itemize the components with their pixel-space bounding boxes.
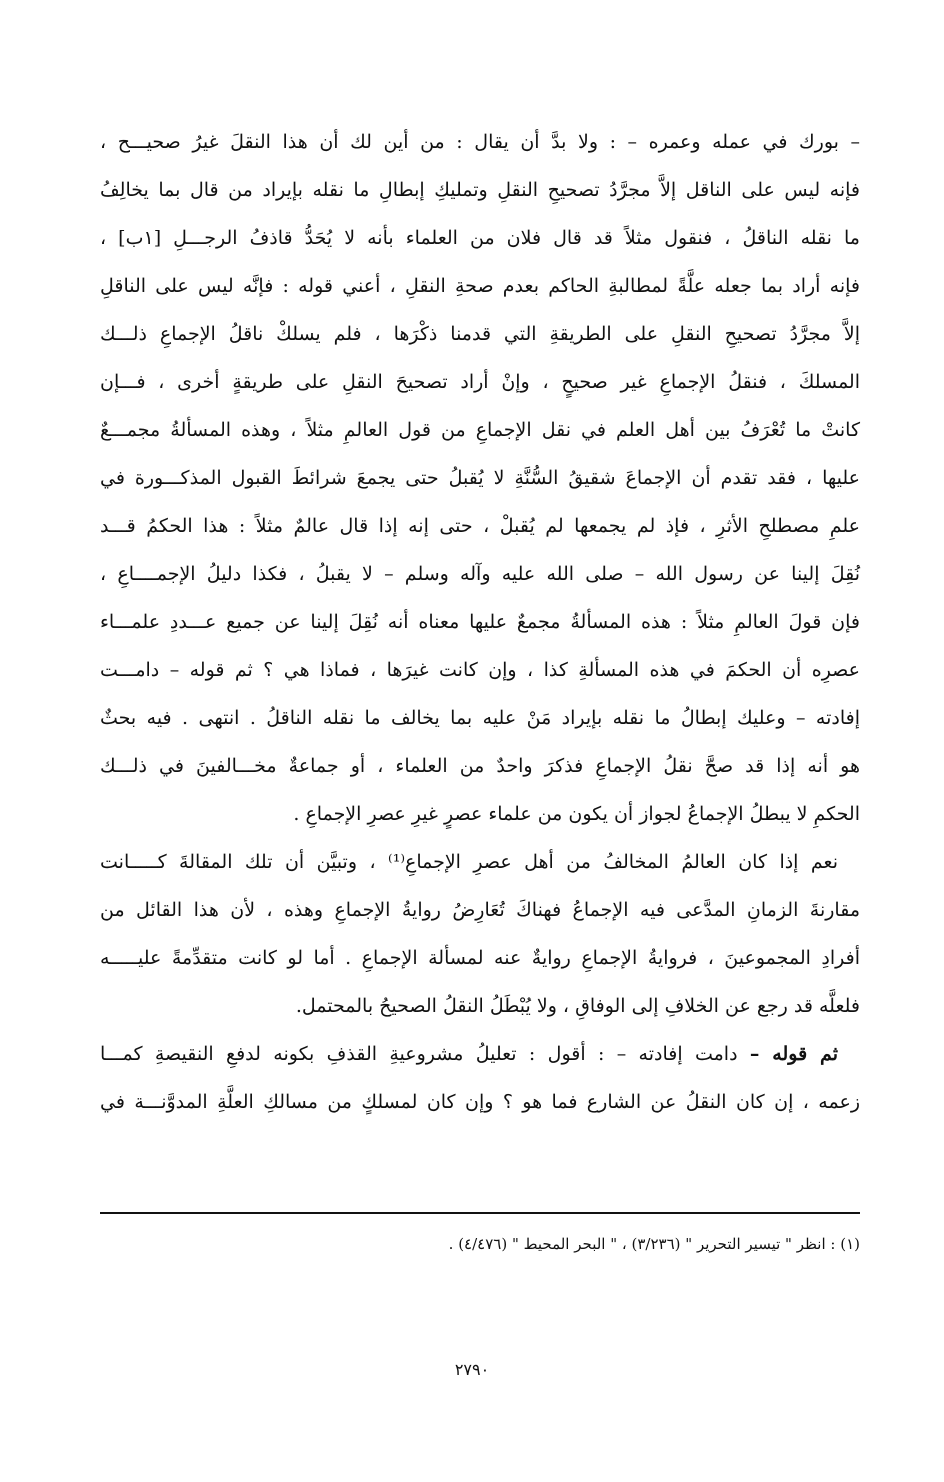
text-line: أفرادِ المجموعينَ ، فروايةُ الإجماعِ روايةٌ عنه لمسألة الإجماعِ . أما لو كانت متقدِّمةً عليـــــه — [100, 947, 860, 969]
text-line: المسلكَ ، فنقلُ الإجماعِ غير صحيحٍ ، وإنْ أراد تصحيحَ النقلِ على طريقةٍ أخرى ، فـــإن — [100, 371, 860, 393]
text-line: علمِ مصطلحِ الأثرِ ، فإذ لم يجمعها لم يُقبلْ ، حتى إنه إذا قال عالمٌ مثلاً : هذا الحكمُ قـــد — [100, 515, 860, 537]
text-line: هو أنه إذا قد صحَّ نقلُ الإجماعِ فذكرَ واحدٌ من العلماء ، أو جماعةٌ مخـــالفينَ في ذلـــك — [100, 755, 860, 777]
bold-lead: ثم قوله – — [749, 1043, 838, 1065]
text-line: فإنه ليس على الناقل إلاَّ مجرَّدُ تصحيحِ النقلِ وتمليكِ إبطالِ ما نقله بإيراد من قال بما يخالِفُ — [100, 179, 860, 201]
text-line-with-lead — [100, 1030, 860, 1078]
text-line-rest: دامت إفادته – : أقول : تعليلُ مشروعيةِ القذفِ بكونه لدفعِ النقيصةِ كمـــا — [100, 1043, 738, 1065]
text-line: فإن قولَ العالمِ مثلاً : هذه المسألةُ مجمعٌ عليها معناه أنه نُقِلَ إلينا عن جميع عـــددِ علمـــاء — [100, 611, 860, 633]
page-number: ٢٧٩٠ — [454, 1360, 490, 1379]
text-line: – بورك في عمله وعمره – : ولا بدَّ أن يقال : من أين لك أن هذا النقلَ غيرُ صحيـــح ، — [100, 131, 860, 153]
text-line: نعم إذا كان العالمُ المخالفُ من أهل عصرِ الإجماعِ⁽¹⁾ ، وتبيَّن أن تلك المقالةَ كـــــانت — [100, 851, 838, 873]
text-line: الحكمِ لا يبطلُ الإجماعُ لجواز أن يكون من علماء عصرٍ غيرِ عصرِ الإجماعِ . — [293, 803, 860, 825]
text-line: عصرِه أن الحكمَ في هذه المسألةِ كذا ، وإن كانت غيرَها ، فماذا هي ؟ ثم قوله – دامـــت — [100, 659, 860, 681]
text-line: فإنه أراد بما جعله علَّةً لمطالبةِ الحاكم بعدم صحةِ النقلِ ، أعني قوله : فإنَّه ليس على الناقلِ — [100, 275, 860, 297]
text-line: فلعلَّه قد رجع عن الخلافِ إلى الوفاقِ ، ولا يُبْطَلُ النقلُ الصحيحُ بالمحتمل. — [295, 995, 860, 1017]
text-line: مقارنةَ الزمانِ المدَّعى فيه الإجماعُ فهناكَ تُعَارِضُ روايةُ الإجماعِ وهذه ، لأن هذا القائل من — [100, 899, 860, 921]
text-line: ما نقله الناقلُ ، فنقول مثلاً قد قال فلان من العلماء بأنه لا يُحَدُّ قاذفُ الرجـــلِ [١ب] ، — [100, 227, 860, 249]
text-line: زعمه ، إن كان النقلُ عن الشارع فما هو ؟ وإن كان لمسلكٍ من مسالكِ العلَّةِ المدوَّنـــة في — [100, 1091, 860, 1113]
text-line: عليها ، فقد تقدم أن الإجماعَ شقيقُ السُّنَّةِ لا يُقبلُ حتى يجمعَ شرائطَ القبول المذكـــورة في — [100, 467, 860, 489]
main-text — [100, 118, 860, 1126]
footnote: (١) : انظر " تيسير التحرير " (٣/٢٣٦) ، " البحر المحيط " (٤/٤٧٦) . — [448, 1235, 860, 1253]
text-line: إلاَّ مجرَّدُ تصحيحِ النقلِ على الطريقةِ التي قدمنا ذكْرَها ، فلم يسلكْ ناقلُ الإجماعِ ذلـــك — [100, 323, 860, 345]
text-line: إفادته – وعليك إبطالُ ما نقله بإيراد مَنْ عليه بما يخالف ما نقله الناقلُ . انتهى . فيه بحثٌ — [100, 707, 860, 729]
text-line: كانتْ ما تُعْرَفُ بين أهل العلم في نقل الإجماعِ من قول العالمِ مثلاً ، وهذه المسألةُ مجمـــعٌ — [100, 419, 860, 441]
footnote-divider — [100, 1212, 860, 1214]
text-line: نُقِلَ إلينا عن رسول الله – صلى الله عليه وآله وسلم – لا يقبلُ ، فكذا دليلُ الإجمــــاعِ ، — [100, 563, 860, 585]
